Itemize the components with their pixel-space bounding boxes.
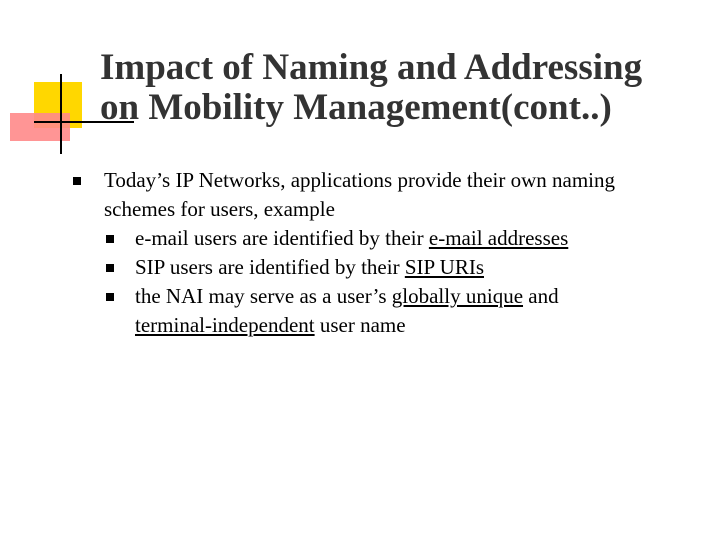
bullet-item (72, 166, 712, 224)
sub-bullet-item (72, 224, 712, 253)
bullet-square-icon (73, 177, 81, 185)
bullet-square-icon (106, 264, 114, 272)
title-line-1: Impact of Naming and Addressing (100, 47, 643, 88)
underlined-term: e-mail addresses (428, 226, 569, 250)
bullet-list (72, 166, 712, 340)
sub-bullet-text: and (523, 284, 559, 308)
bullet-text-line-1: Today’s IP Networks, applications provide their own naming (104, 168, 615, 192)
bullet-text-line-2: schemes for users, example (104, 197, 335, 221)
underlined-term: terminal-independent (135, 313, 315, 337)
sub-bullet-item (72, 282, 712, 340)
title-line-2: on Mobility Management(cont..) (100, 87, 612, 128)
sub-bullet-text: user name (314, 313, 406, 337)
sub-bullet-text: SIP users are identified by their (135, 255, 405, 279)
underlined-term: SIP URIs (404, 255, 484, 279)
sub-bullet-item (72, 253, 712, 282)
sub-bullet-text: the NAI may serve as a user’s (135, 284, 392, 308)
underlined-term: globally unique (391, 284, 524, 308)
decor-vertical-line (60, 74, 62, 154)
bullet-square-icon (106, 235, 114, 243)
bullet-square-icon (106, 293, 114, 301)
slide-title (100, 48, 700, 128)
sub-bullet-text: e-mail users are identified by their (135, 226, 429, 250)
